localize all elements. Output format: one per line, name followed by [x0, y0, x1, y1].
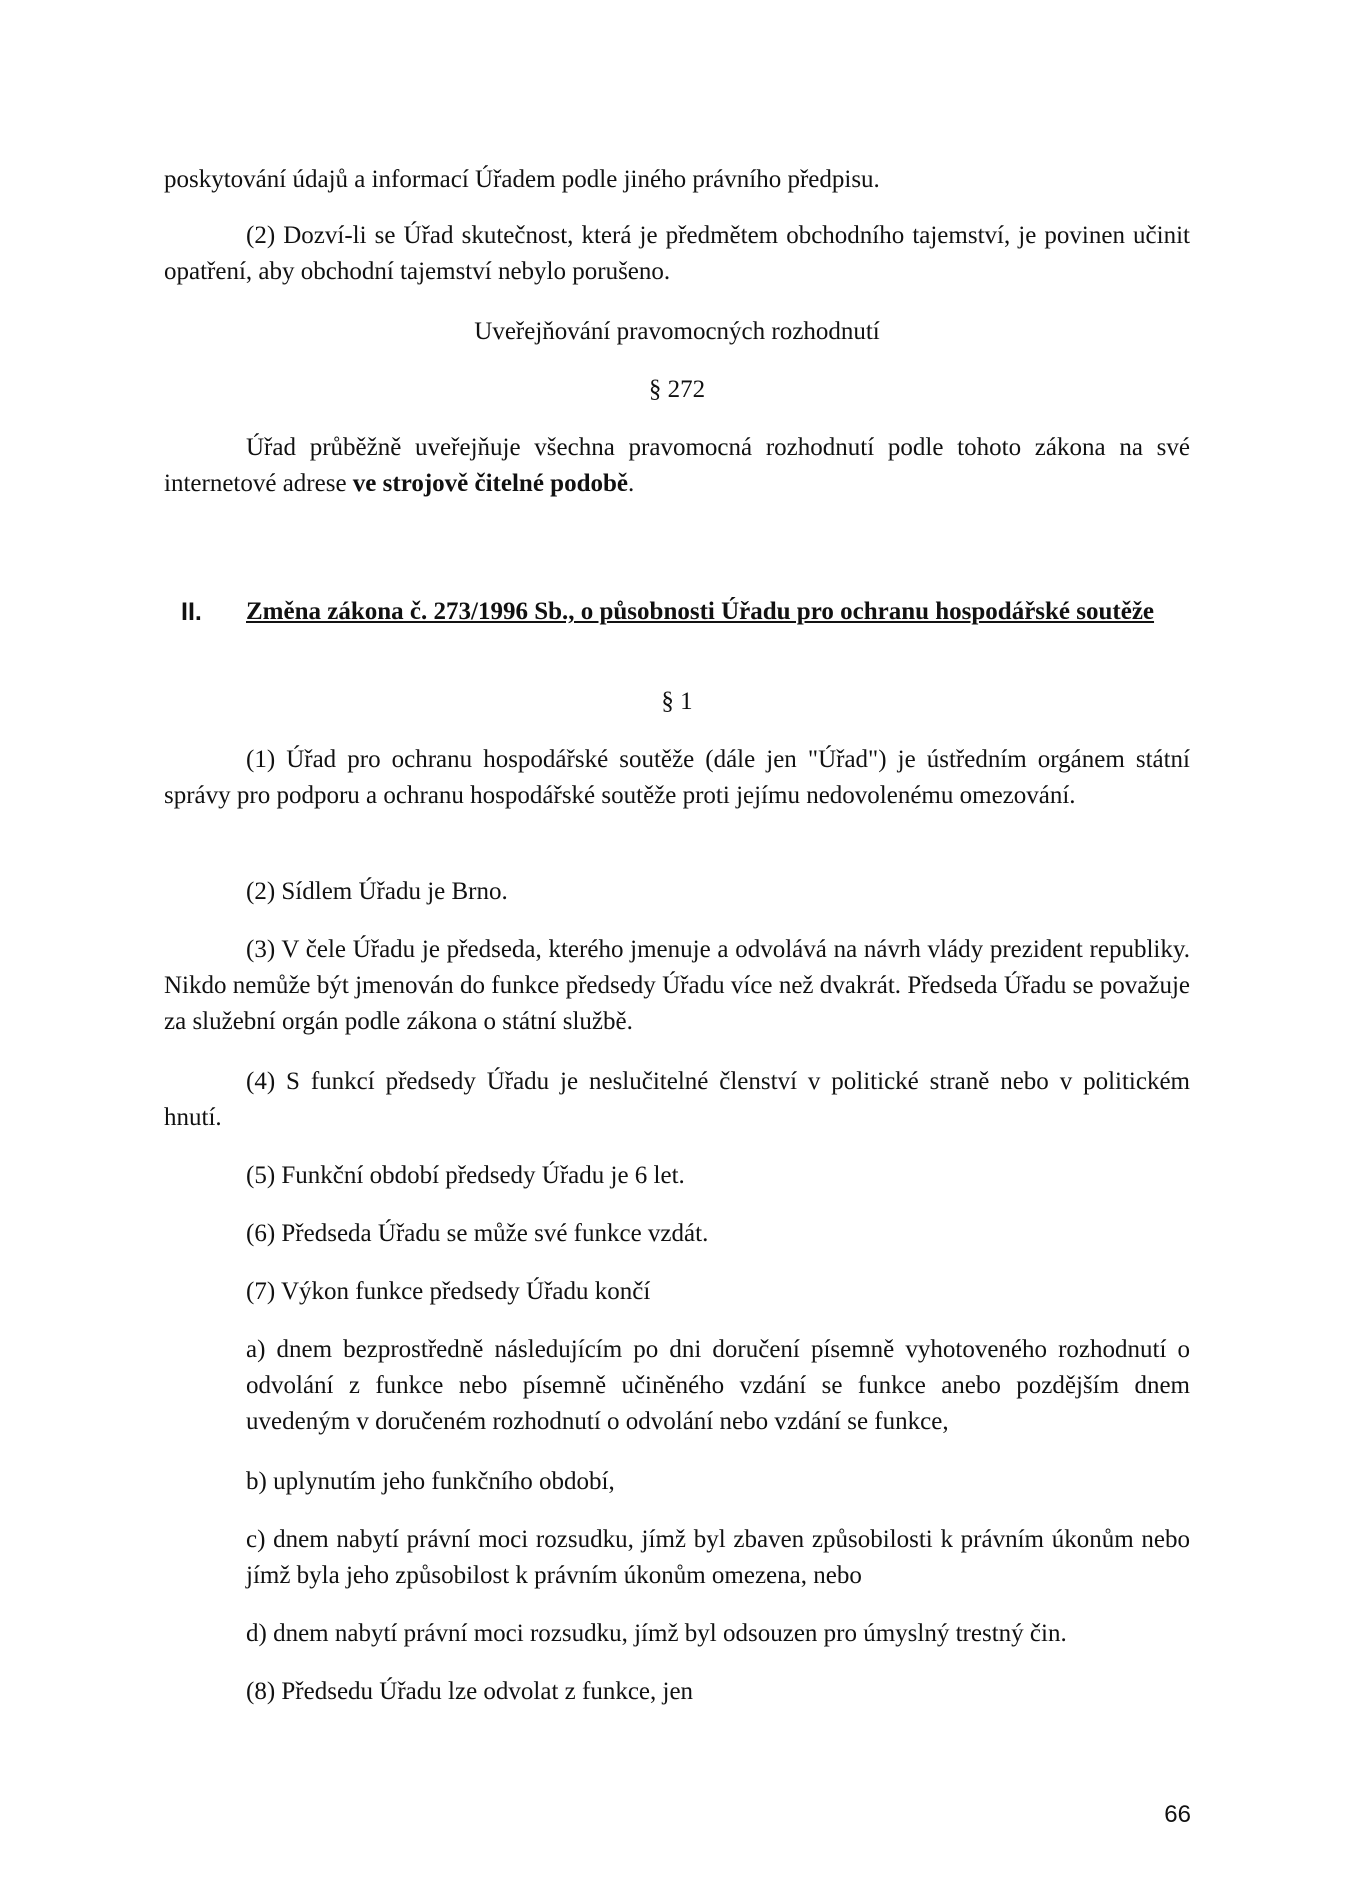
paragraph-8-dismissal: (8) Předsedu Úřadu lze odvolat z funkce, jen	[246, 1678, 694, 1705]
part-title: Změna zákona č. 273/1996 Sb., o působnosti Úřadu pro ochranu hospodářské soutěže	[246, 598, 1155, 625]
paragraph-2-trade-secret: (2) Dozví-li se Úřad skutečnost, která je předmětem obchodního tajemství, je povinen učinit opatření, aby obchodní tajemství nebylo porušeno.	[164, 222, 1190, 285]
paragraph-6-resignation: (6) Předseda Úřadu se může své funkce vzdát.	[246, 1220, 709, 1247]
list-item-a: a) dnem bezprostředně následujícím po dni doručení písemně vyhotoveného rozhodnutí o odvolání z funkce nebo písemně učiněného vzdání se funkce anebo pozdějším dnem uvedeným v doručeném rozhodnutí o odvolání nebo vzdání se funkce,	[246, 1336, 1190, 1435]
list-item-b: b) uplynutím jeho funkčního období,	[246, 1468, 615, 1495]
page-number: 66	[1164, 1801, 1191, 1828]
part-number: II.	[181, 598, 202, 626]
paragraph-4-incompatibility: (4) S funkcí předsedy Úřadu je neslučitelné členství v politické straně nebo v politickém hnutí.	[164, 1068, 1190, 1131]
paragraph-mark-272: § 272	[648, 376, 706, 403]
paragraph-mark-1: § 1	[661, 688, 693, 715]
paragraph-5-term: (5) Funkční období předsedy Úřadu je 6 let.	[246, 1162, 685, 1189]
list-item-c: c) dnem nabytí právní moci rozsudku, jímž byl zbaven způsobilosti k právním úkonům nebo jímž byla jeho způsobilost k právním úkonům omezena, nebo	[246, 1526, 1190, 1589]
paragraph-1-office: (1) Úřad pro ochranu hospodářské soutěže (dále jen "Úřad") je ústředním orgánem státní správy pro podporu a ochranu hospodářské soutěže proti jejímu nedovolenému omezování.	[164, 746, 1190, 809]
paragraph-2-seat: (2) Sídlem Úřadu je Brno.	[246, 878, 508, 905]
paragraph-continuation: poskytování údajů a informací Úřadem podle jiného právního předpisu.	[164, 166, 880, 193]
paragraph-272-text-end: .	[627, 470, 635, 497]
paragraph-7-termination: (7) Výkon funkce předsedy Úřadu končí	[246, 1278, 651, 1305]
section-title-publication: Uveřejňování pravomocných rozhodnutí	[474, 318, 880, 345]
paragraph-3-chairman: (3) V čele Úřadu je předseda, kterého jmenuje a odvolává na návrh vlády prezident republiky. Nikdo nemůže být jmenován do funkce předsedy Úřadu více než dvakrát. Předseda Úřadu se považuje za služební orgán podle zákona o státní službě.	[164, 936, 1190, 1035]
paragraph-272-text	[164, 430, 1190, 502]
paragraph-272-text-start: Úřad průběžně uveřejňuje všechna pravomocná rozhodnutí podle tohoto zákona na své internetové adrese	[164, 434, 1190, 497]
paragraph-272-text-bold: ve strojově čitelné podobě	[352, 470, 628, 497]
list-item-d: d) dnem nabytí právní moci rozsudku, jímž byl odsouzen pro úmyslný trestný čin.	[246, 1620, 1067, 1647]
